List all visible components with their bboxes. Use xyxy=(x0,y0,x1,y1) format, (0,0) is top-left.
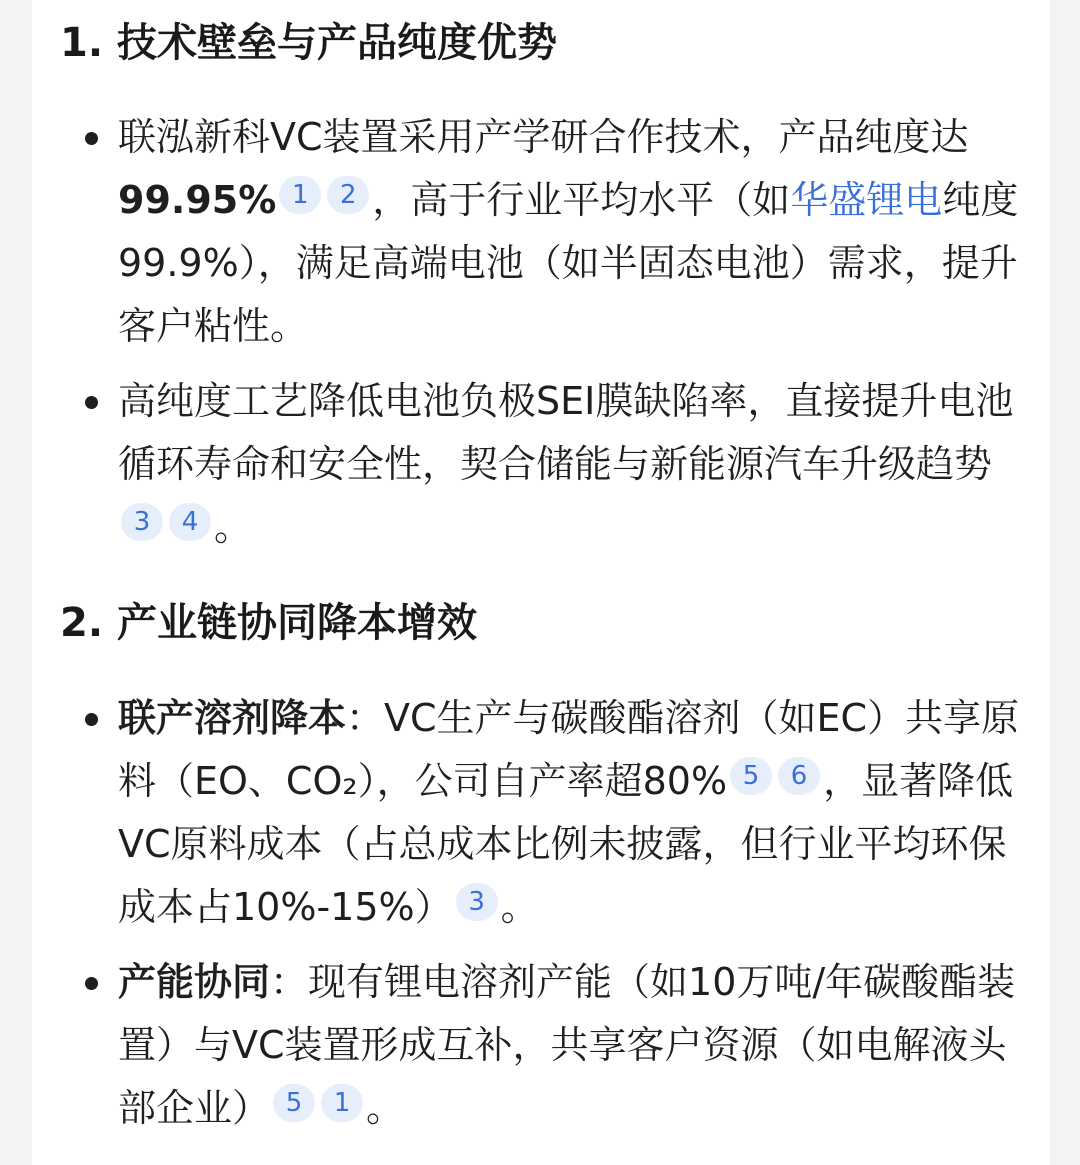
entity-link[interactable]: 华盛锂电 xyxy=(790,178,943,222)
bullet-text: 高纯度工艺降低电池负极SEI膜缺陷率，直接提升电池循环寿命和安全性，契合储能与新能源汽车升级趋势 xyxy=(118,379,1014,486)
list-item xyxy=(32,951,1050,1140)
section-heading-1: 1. 技术壁垒与产品纯度优势 xyxy=(60,20,557,66)
answer-content xyxy=(32,0,1050,1165)
bullet-text: 。 xyxy=(214,505,253,549)
citation-badge[interactable]: 1 xyxy=(321,1084,363,1122)
citation-badge[interactable]: 5 xyxy=(730,757,772,795)
bullet-text: 纯度99.9%），满足高端电池（如半固态电池）需求，提升客户粘性。 xyxy=(118,178,1019,348)
bullet-text: ，高于行业平均水平（如 xyxy=(372,178,791,222)
citation-badge[interactable]: 1 xyxy=(279,176,321,214)
bullet-text: ，显著降低VC原料成本（占总成本比例未披露，但行业平均环保成本占10%-15%） xyxy=(118,759,1014,929)
citation-badge[interactable]: 2 xyxy=(327,176,369,214)
section-heading-2: 2. 产业链协同降本增效 xyxy=(60,600,477,646)
section-2-list xyxy=(32,687,1050,1152)
section-1-list xyxy=(32,106,1050,571)
citation-badge[interactable]: 3 xyxy=(121,503,163,541)
citation-badge[interactable]: 6 xyxy=(778,757,820,795)
bullet-text: 。 xyxy=(366,1086,405,1130)
list-item xyxy=(32,106,1050,358)
citation-badge[interactable]: 4 xyxy=(169,503,211,541)
bullet-text: ：现有锂电溶剂产能（如10万吨/年碳酸酯装置）与VC装置形成互补，共享客户资源（如电解液头部企业） xyxy=(118,960,1016,1130)
citation-badge[interactable]: 5 xyxy=(273,1084,315,1122)
citation-badge[interactable]: 3 xyxy=(456,883,498,921)
list-item xyxy=(32,370,1050,559)
bullet-text: 联泓新科VC装置采用产学研合作技术，产品纯度达 xyxy=(118,115,969,159)
bullet-text: ：VC生产与碳酸酯溶剂（如EC）共享原料（EO、CO₂），公司自产率超80% xyxy=(118,696,1020,803)
list-item xyxy=(32,687,1050,939)
purity-value: 99.95% xyxy=(118,178,277,222)
item-label: 联产溶剂降本 xyxy=(118,696,347,740)
item-label: 产能协同 xyxy=(118,960,271,1004)
bullet-text: 。 xyxy=(500,885,539,929)
